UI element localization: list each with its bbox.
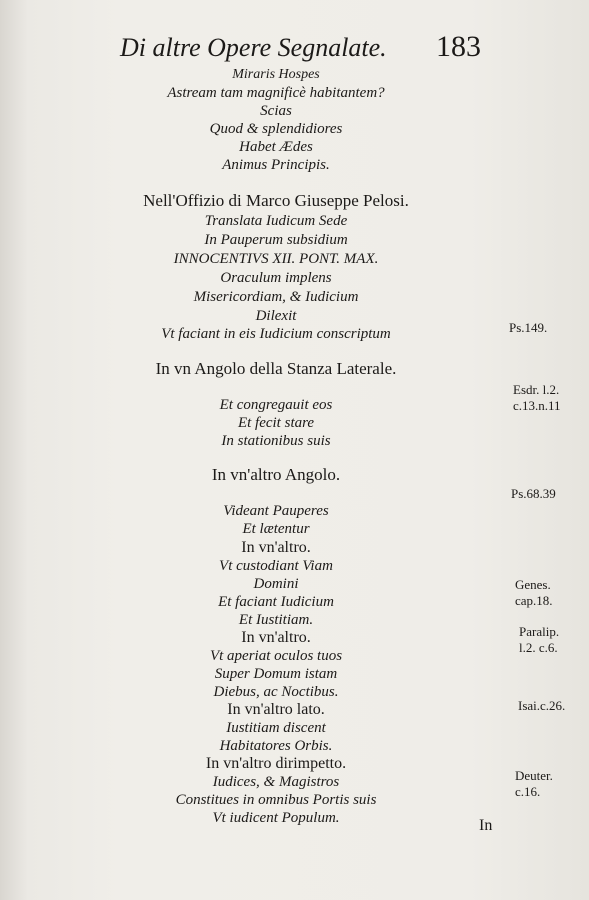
- section-heading: In vn Angolo della Stanza Laterale.: [155, 359, 397, 378]
- text-line: In Pauperum subsidium: [204, 232, 348, 248]
- section-heading: In vn'altro.: [241, 539, 311, 556]
- text-line: Misericordiam, & Iudicium: [193, 289, 359, 305]
- text-line: INNOCENTIVS XII. PONT. MAX.: [173, 251, 379, 267]
- text-line: Translata Iudicum Sede: [204, 213, 348, 229]
- text-line: Astream tam magnificè habitantem?: [167, 85, 385, 101]
- margin-note: Ps.149.: [509, 320, 548, 335]
- margin-note: Isai.c.26.: [518, 698, 566, 713]
- text-line: Habitatores Orbis.: [219, 738, 333, 754]
- text-line: Domini: [253, 576, 299, 592]
- running-title: Di altre Opere Segnalate.: [120, 33, 387, 62]
- section-heading: In vn'altro lato.: [227, 701, 325, 718]
- text-line: Oraculum implens: [220, 270, 332, 286]
- text-line: Scias: [260, 103, 292, 119]
- text-line: Diebus, ac Noctibus.: [213, 684, 339, 700]
- text-line: Vt iudicent Populum.: [212, 810, 340, 826]
- page-number: 183: [436, 30, 481, 63]
- text-line: Iustitiam discent: [226, 720, 326, 736]
- text-line: Vt aperiat oculos tuos: [209, 648, 343, 664]
- section-heading: Nell'Offizio di Marco Giuseppe Pelosi.: [143, 191, 409, 210]
- text-line: Dilexit: [255, 308, 297, 324]
- text-line: In stationibus suis: [221, 433, 331, 449]
- section-heading: In vn'altro dirimpetto.: [205, 755, 347, 772]
- margin-note: Esdr. l.2. c.13.n.11: [513, 382, 561, 413]
- text-line: Et congregauit eos: [219, 397, 333, 413]
- text-line: Habet Ædes: [239, 139, 313, 155]
- text-line: Miraris Hospes: [232, 67, 320, 82]
- text-line: Videant Pauperes: [223, 503, 329, 519]
- text-line: Et faciant Iudicium: [218, 594, 334, 610]
- text-line: Iudices, & Magistros: [212, 774, 340, 790]
- text-line: Super Domum istam: [214, 666, 338, 682]
- text-line: Quod & splendidiores: [209, 121, 343, 137]
- text-line: Constitues in omnibus Portis suis: [175, 792, 377, 808]
- section-heading: In vn'altro Angolo.: [211, 465, 341, 484]
- section-heading: In vn'altro.: [241, 629, 311, 646]
- text-line: Vt custodiant Viam: [219, 558, 333, 574]
- text-line: Et lætentur: [242, 521, 310, 537]
- text-line: Et fecit stare: [237, 415, 315, 431]
- text-line: Animus Principis.: [222, 157, 330, 173]
- catchword: In: [479, 817, 493, 834]
- margin-note: Deuter. c.16.: [515, 768, 553, 799]
- margin-note: Paralip. l.2. c.6.: [519, 624, 560, 655]
- text-line: Et Iustitiam.: [238, 612, 314, 628]
- margin-note: Genes. cap.18.: [515, 577, 553, 608]
- text-line: Vt faciant in eis Iudicium conscriptum: [161, 326, 391, 342]
- margin-note: Ps.68.39: [511, 486, 556, 501]
